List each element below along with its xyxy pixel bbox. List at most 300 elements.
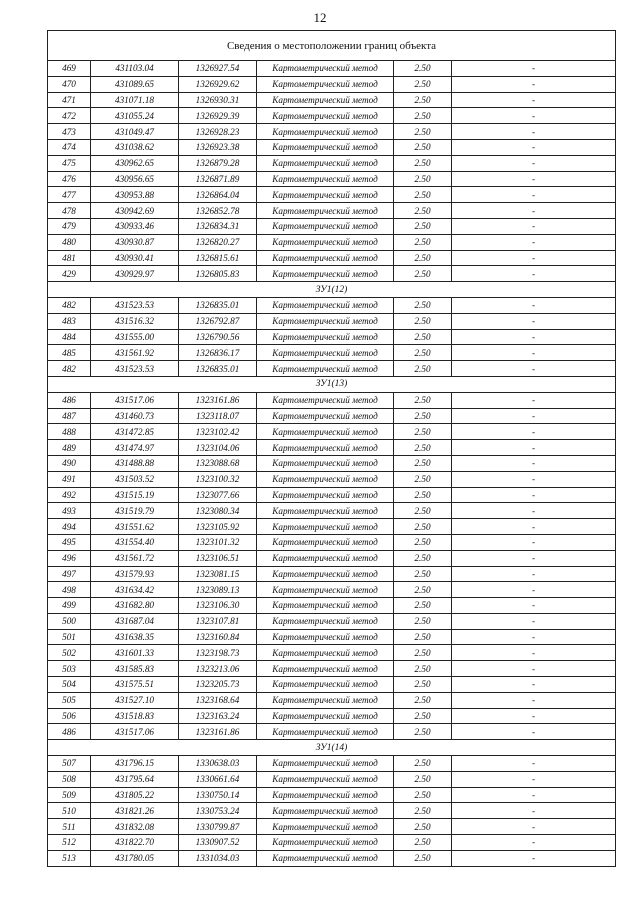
table-row (48, 613, 616, 629)
method-cell: Картометрический метод (257, 218, 394, 234)
point-number-cell: 482 (48, 297, 91, 313)
accuracy-cell: 2.50 (394, 155, 452, 171)
table-row (48, 645, 616, 661)
method-cell: Картометрический метод (257, 771, 394, 787)
section-header-row (48, 740, 616, 756)
point-number-cell: 501 (48, 629, 91, 645)
accuracy-cell: 2.50 (394, 819, 452, 835)
y-coordinate-cell: 1323205.73 (179, 677, 257, 693)
point-number-cell: 502 (48, 645, 91, 661)
x-coordinate-cell: 430929.97 (91, 266, 179, 282)
x-coordinate-cell: 431561.92 (91, 345, 179, 361)
x-coordinate-cell: 431780.05 (91, 850, 179, 866)
accuracy-cell: 2.50 (394, 661, 452, 677)
boundary-coordinates-table (47, 30, 616, 867)
accuracy-cell: 2.50 (394, 771, 452, 787)
point-number-cell: 507 (48, 756, 91, 772)
x-coordinate-cell: 431488.88 (91, 455, 179, 471)
x-coordinate-cell: 431555.00 (91, 329, 179, 345)
description-cell: - (452, 692, 616, 708)
table-row (48, 724, 616, 740)
point-number-cell: 479 (48, 218, 91, 234)
table-row (48, 61, 616, 77)
y-coordinate-cell: 1326929.39 (179, 108, 257, 124)
description-cell: - (452, 819, 616, 835)
y-coordinate-cell: 1330907.52 (179, 835, 257, 851)
method-cell: Картометрический метод (257, 850, 394, 866)
accuracy-cell: 2.50 (394, 250, 452, 266)
accuracy-cell: 2.50 (394, 313, 452, 329)
y-coordinate-cell: 1323161.86 (179, 392, 257, 408)
method-cell: Картометрический метод (257, 724, 394, 740)
description-cell: - (452, 250, 616, 266)
point-number-cell: 493 (48, 503, 91, 519)
accuracy-cell: 2.50 (394, 487, 452, 503)
y-coordinate-cell: 1323213.06 (179, 661, 257, 677)
y-coordinate-cell: 1323088.68 (179, 455, 257, 471)
point-number-cell: 498 (48, 582, 91, 598)
description-cell: - (452, 408, 616, 424)
section-label: ЗУ1(12) (48, 282, 616, 298)
method-cell: Картометрический метод (257, 803, 394, 819)
section-header-row (48, 376, 616, 392)
section-header-row (48, 282, 616, 298)
description-cell: - (452, 550, 616, 566)
y-coordinate-cell: 1323105.92 (179, 519, 257, 535)
description-cell: - (452, 677, 616, 693)
table-row (48, 171, 616, 187)
x-coordinate-cell: 431687.04 (91, 613, 179, 629)
point-number-cell: 509 (48, 787, 91, 803)
point-number-cell: 488 (48, 424, 91, 440)
description-cell: - (452, 76, 616, 92)
y-coordinate-cell: 1323161.86 (179, 724, 257, 740)
table-row (48, 677, 616, 693)
y-coordinate-cell: 1330799.87 (179, 819, 257, 835)
method-cell: Картометрический метод (257, 455, 394, 471)
y-coordinate-cell: 1323118.07 (179, 408, 257, 424)
y-coordinate-cell: 1323101.32 (179, 534, 257, 550)
method-cell: Картометрический метод (257, 345, 394, 361)
point-number-cell: 506 (48, 708, 91, 724)
method-cell: Картометрический метод (257, 297, 394, 313)
y-coordinate-cell: 1326879.28 (179, 155, 257, 171)
accuracy-cell: 2.50 (394, 566, 452, 582)
accuracy-cell: 2.50 (394, 645, 452, 661)
method-cell: Картометрический метод (257, 76, 394, 92)
point-number-cell: 497 (48, 566, 91, 582)
accuracy-cell: 2.50 (394, 440, 452, 456)
description-cell: - (452, 471, 616, 487)
point-number-cell: 496 (48, 550, 91, 566)
description-cell: - (452, 771, 616, 787)
description-cell: - (452, 424, 616, 440)
point-number-cell: 469 (48, 61, 91, 77)
description-cell: - (452, 234, 616, 250)
accuracy-cell: 2.50 (394, 803, 452, 819)
y-coordinate-cell: 1331034.03 (179, 850, 257, 866)
page-number: 12 (313, 10, 327, 25)
accuracy-cell: 2.50 (394, 582, 452, 598)
y-coordinate-cell: 1326930.31 (179, 92, 257, 108)
table-row (48, 424, 616, 440)
table-row (48, 598, 616, 614)
x-coordinate-cell: 431579.93 (91, 566, 179, 582)
description-cell: - (452, 329, 616, 345)
table-row (48, 835, 616, 851)
point-number-cell: 485 (48, 345, 91, 361)
accuracy-cell: 2.50 (394, 61, 452, 77)
x-coordinate-cell: 431474.97 (91, 440, 179, 456)
table-row (48, 708, 616, 724)
boundary-table-container (47, 30, 615, 867)
method-cell: Картометрический метод (257, 440, 394, 456)
accuracy-cell: 2.50 (394, 550, 452, 566)
x-coordinate-cell: 431634.42 (91, 582, 179, 598)
point-number-cell: 480 (48, 234, 91, 250)
description-cell: - (452, 835, 616, 851)
accuracy-cell: 2.50 (394, 692, 452, 708)
y-coordinate-cell: 1323106.51 (179, 550, 257, 566)
description-cell: - (452, 519, 616, 535)
accuracy-cell: 2.50 (394, 187, 452, 203)
table-row (48, 850, 616, 866)
table-row (48, 329, 616, 345)
accuracy-cell: 2.50 (394, 835, 452, 851)
table-row (48, 345, 616, 361)
x-coordinate-cell: 430953.88 (91, 187, 179, 203)
x-coordinate-cell: 431517.06 (91, 392, 179, 408)
x-coordinate-cell: 431554.40 (91, 534, 179, 550)
method-cell: Картометрический метод (257, 645, 394, 661)
x-coordinate-cell: 431561.72 (91, 550, 179, 566)
x-coordinate-cell: 431103.04 (91, 61, 179, 77)
point-number-cell: 429 (48, 266, 91, 282)
description-cell: - (452, 661, 616, 677)
method-cell: Картометрический метод (257, 519, 394, 535)
y-coordinate-cell: 1326871.89 (179, 171, 257, 187)
table-row (48, 819, 616, 835)
method-cell: Картометрический метод (257, 266, 394, 282)
point-number-cell: 483 (48, 313, 91, 329)
table-row (48, 234, 616, 250)
table-row (48, 76, 616, 92)
point-number-cell: 491 (48, 471, 91, 487)
accuracy-cell: 2.50 (394, 92, 452, 108)
description-cell: - (452, 787, 616, 803)
description-cell: - (452, 361, 616, 377)
table-row (48, 440, 616, 456)
description-cell: - (452, 297, 616, 313)
point-number-cell: 482 (48, 361, 91, 377)
method-cell: Картометрический метод (257, 313, 394, 329)
accuracy-cell: 2.50 (394, 124, 452, 140)
accuracy-cell: 2.50 (394, 329, 452, 345)
description-cell: - (452, 503, 616, 519)
point-number-cell: 475 (48, 155, 91, 171)
accuracy-cell: 2.50 (394, 171, 452, 187)
x-coordinate-cell: 431575.51 (91, 677, 179, 693)
accuracy-cell: 2.50 (394, 266, 452, 282)
y-coordinate-cell: 1330750.14 (179, 787, 257, 803)
accuracy-cell: 2.50 (394, 108, 452, 124)
x-coordinate-cell: 431515.19 (91, 487, 179, 503)
x-coordinate-cell: 430942.69 (91, 203, 179, 219)
table-row (48, 108, 616, 124)
x-coordinate-cell: 431055.24 (91, 108, 179, 124)
method-cell: Картометрический метод (257, 503, 394, 519)
description-cell: - (452, 124, 616, 140)
y-coordinate-cell: 1326929.62 (179, 76, 257, 92)
table-title: Сведения о местоположении границ объекта (48, 31, 616, 61)
accuracy-cell: 2.50 (394, 455, 452, 471)
description-cell: - (452, 139, 616, 155)
accuracy-cell: 2.50 (394, 756, 452, 772)
x-coordinate-cell: 431460.73 (91, 408, 179, 424)
accuracy-cell: 2.50 (394, 408, 452, 424)
y-coordinate-cell: 1326834.31 (179, 218, 257, 234)
description-cell: - (452, 598, 616, 614)
x-coordinate-cell: 431527.10 (91, 692, 179, 708)
x-coordinate-cell: 431682.80 (91, 598, 179, 614)
accuracy-cell: 2.50 (394, 629, 452, 645)
y-coordinate-cell: 1323160.84 (179, 629, 257, 645)
description-cell: - (452, 724, 616, 740)
method-cell: Картометрический метод (257, 203, 394, 219)
accuracy-cell: 2.50 (394, 424, 452, 440)
method-cell: Картометрический метод (257, 108, 394, 124)
point-number-cell: 500 (48, 613, 91, 629)
table-row (48, 203, 616, 219)
accuracy-cell: 2.50 (394, 787, 452, 803)
x-coordinate-cell: 431071.18 (91, 92, 179, 108)
accuracy-cell: 2.50 (394, 76, 452, 92)
description-cell: - (452, 171, 616, 187)
method-cell: Картометрический метод (257, 155, 394, 171)
method-cell: Картометрический метод (257, 566, 394, 582)
x-coordinate-cell: 431822.70 (91, 835, 179, 851)
table-row (48, 455, 616, 471)
x-coordinate-cell: 431516.32 (91, 313, 179, 329)
point-number-cell: 494 (48, 519, 91, 535)
accuracy-cell: 2.50 (394, 503, 452, 519)
x-coordinate-cell: 431049.47 (91, 124, 179, 140)
description-cell: - (452, 455, 616, 471)
point-number-cell: 486 (48, 392, 91, 408)
method-cell: Картометрический метод (257, 408, 394, 424)
y-coordinate-cell: 1323081.15 (179, 566, 257, 582)
description-cell: - (452, 803, 616, 819)
description-cell: - (452, 345, 616, 361)
x-coordinate-cell: 431585.83 (91, 661, 179, 677)
y-coordinate-cell: 1326864.04 (179, 187, 257, 203)
point-number-cell: 470 (48, 76, 91, 92)
y-coordinate-cell: 1326790.56 (179, 329, 257, 345)
table-row (48, 218, 616, 234)
x-coordinate-cell: 431821.26 (91, 803, 179, 819)
x-coordinate-cell: 431523.53 (91, 297, 179, 313)
description-cell: - (452, 266, 616, 282)
method-cell: Картометрический метод (257, 471, 394, 487)
table-row (48, 550, 616, 566)
point-number-cell: 477 (48, 187, 91, 203)
x-coordinate-cell: 431551.62 (91, 519, 179, 535)
accuracy-cell: 2.50 (394, 850, 452, 866)
description-cell: - (452, 756, 616, 772)
description-cell: - (452, 108, 616, 124)
y-coordinate-cell: 1323077.66 (179, 487, 257, 503)
method-cell: Картометрический метод (257, 756, 394, 772)
x-coordinate-cell: 431795.64 (91, 771, 179, 787)
table-row (48, 139, 616, 155)
y-coordinate-cell: 1326805.83 (179, 266, 257, 282)
x-coordinate-cell: 430933.46 (91, 218, 179, 234)
description-cell: - (452, 440, 616, 456)
table-row (48, 566, 616, 582)
point-number-cell: 490 (48, 455, 91, 471)
method-cell: Картометрический метод (257, 692, 394, 708)
point-number-cell: 510 (48, 803, 91, 819)
y-coordinate-cell: 1326928.23 (179, 124, 257, 140)
point-number-cell: 495 (48, 534, 91, 550)
accuracy-cell: 2.50 (394, 471, 452, 487)
table-row (48, 266, 616, 282)
accuracy-cell: 2.50 (394, 519, 452, 535)
table-row (48, 92, 616, 108)
y-coordinate-cell: 1323168.64 (179, 692, 257, 708)
y-coordinate-cell: 1326792.87 (179, 313, 257, 329)
table-row (48, 250, 616, 266)
y-coordinate-cell: 1323089.13 (179, 582, 257, 598)
table-row (48, 534, 616, 550)
method-cell: Картометрический метод (257, 234, 394, 250)
method-cell: Картометрический метод (257, 61, 394, 77)
y-coordinate-cell: 1326927.54 (179, 61, 257, 77)
description-cell: - (452, 487, 616, 503)
accuracy-cell: 2.50 (394, 345, 452, 361)
x-coordinate-cell: 431638.35 (91, 629, 179, 645)
y-coordinate-cell: 1323163.24 (179, 708, 257, 724)
method-cell: Картометрический метод (257, 392, 394, 408)
method-cell: Картометрический метод (257, 139, 394, 155)
point-number-cell: 481 (48, 250, 91, 266)
method-cell: Картометрический метод (257, 787, 394, 803)
section-label: ЗУ1(14) (48, 740, 616, 756)
x-coordinate-cell: 431518.83 (91, 708, 179, 724)
point-number-cell: 489 (48, 440, 91, 456)
y-coordinate-cell: 1326835.01 (179, 297, 257, 313)
accuracy-cell: 2.50 (394, 534, 452, 550)
point-number-cell: 512 (48, 835, 91, 851)
description-cell: - (452, 534, 616, 550)
y-coordinate-cell: 1323106.30 (179, 598, 257, 614)
table-row (48, 756, 616, 772)
table-row (48, 661, 616, 677)
point-number-cell: 503 (48, 661, 91, 677)
method-cell: Картометрический метод (257, 250, 394, 266)
table-row (48, 771, 616, 787)
y-coordinate-cell: 1326820.27 (179, 234, 257, 250)
x-coordinate-cell: 430930.87 (91, 234, 179, 250)
description-cell: - (452, 203, 616, 219)
x-coordinate-cell: 431517.06 (91, 724, 179, 740)
description-cell: - (452, 92, 616, 108)
method-cell: Картометрический метод (257, 598, 394, 614)
description-cell: - (452, 392, 616, 408)
y-coordinate-cell: 1330753.24 (179, 803, 257, 819)
x-coordinate-cell: 431805.22 (91, 787, 179, 803)
y-coordinate-cell: 1323104.06 (179, 440, 257, 456)
method-cell: Картометрический метод (257, 124, 394, 140)
method-cell: Картометрический метод (257, 708, 394, 724)
table-row (48, 692, 616, 708)
description-cell: - (452, 61, 616, 77)
x-coordinate-cell: 431472.85 (91, 424, 179, 440)
section-label: ЗУ1(13) (48, 376, 616, 392)
description-cell: - (452, 218, 616, 234)
point-number-cell: 484 (48, 329, 91, 345)
accuracy-cell: 2.50 (394, 139, 452, 155)
point-number-cell: 472 (48, 108, 91, 124)
point-number-cell: 504 (48, 677, 91, 693)
table-body (48, 31, 616, 867)
x-coordinate-cell: 431519.79 (91, 503, 179, 519)
accuracy-cell: 2.50 (394, 677, 452, 693)
table-row (48, 297, 616, 313)
method-cell: Картометрический метод (257, 582, 394, 598)
description-cell: - (452, 629, 616, 645)
table-row (48, 787, 616, 803)
table-row (48, 361, 616, 377)
point-number-cell: 511 (48, 819, 91, 835)
method-cell: Картометрический метод (257, 187, 394, 203)
table-row (48, 519, 616, 535)
y-coordinate-cell: 1330638.03 (179, 756, 257, 772)
x-coordinate-cell: 430962.65 (91, 155, 179, 171)
method-cell: Картометрический метод (257, 613, 394, 629)
point-number-cell: 492 (48, 487, 91, 503)
y-coordinate-cell: 1326923.38 (179, 139, 257, 155)
accuracy-cell: 2.50 (394, 392, 452, 408)
y-coordinate-cell: 1323102.42 (179, 424, 257, 440)
table-row (48, 408, 616, 424)
table-row (48, 487, 616, 503)
point-number-cell: 471 (48, 92, 91, 108)
method-cell: Картометрический метод (257, 361, 394, 377)
x-coordinate-cell: 431038.62 (91, 139, 179, 155)
table-row (48, 629, 616, 645)
accuracy-cell: 2.50 (394, 598, 452, 614)
point-number-cell: 486 (48, 724, 91, 740)
table-row (48, 313, 616, 329)
accuracy-cell: 2.50 (394, 724, 452, 740)
table-row (48, 187, 616, 203)
y-coordinate-cell: 1323100.32 (179, 471, 257, 487)
description-cell: - (452, 187, 616, 203)
method-cell: Картометрический метод (257, 677, 394, 693)
table-row (48, 155, 616, 171)
description-cell: - (452, 708, 616, 724)
point-number-cell: 508 (48, 771, 91, 787)
method-cell: Картометрический метод (257, 629, 394, 645)
table-row (48, 503, 616, 519)
point-number-cell: 513 (48, 850, 91, 866)
method-cell: Картометрический метод (257, 661, 394, 677)
x-coordinate-cell: 431601.33 (91, 645, 179, 661)
table-row (48, 124, 616, 140)
y-coordinate-cell: 1326852.78 (179, 203, 257, 219)
table-row (48, 471, 616, 487)
